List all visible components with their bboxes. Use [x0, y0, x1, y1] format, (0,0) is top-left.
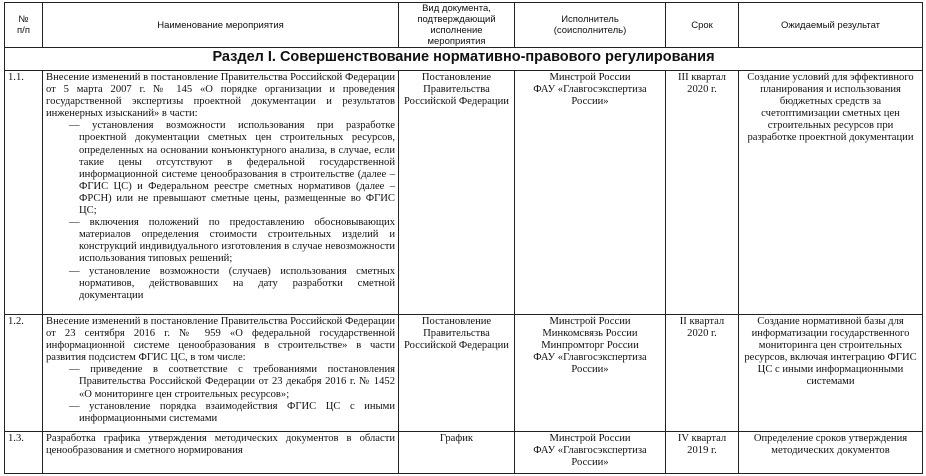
- header-num: № п/п: [5, 3, 43, 48]
- executor: ФАУ «Главгосэкспертиза России»: [533, 352, 647, 376]
- doc-type: График: [399, 432, 515, 474]
- expected-result: Определение сроков утверждения методических документов: [739, 432, 923, 474]
- header-row: [5, 3, 923, 48]
- deadline: III квартал 2020 г.: [666, 71, 739, 315]
- measure-name: [43, 432, 399, 474]
- deadline: IV квартал 2019 г.: [666, 432, 739, 474]
- row-number: 1.2.: [5, 315, 43, 432]
- table-row: [5, 71, 923, 315]
- row-number: 1.1.: [5, 71, 43, 315]
- measure-item: — приведение в соответствие с требованиями постановления Правительства Российской Федерации от 23 декабря 2016 г. № 1452 «О мониторинге цен строительных ресурсов»;: [46, 364, 395, 400]
- measure-items: [46, 120, 395, 301]
- measure-item: — установление возможности (случаев) использования сметных нормативов, действовавших на дату разработки сметной документации: [46, 266, 395, 302]
- executors: [515, 71, 666, 315]
- doc-type: Постановление Правительства Российской Федерации: [399, 71, 515, 315]
- executor: Минпромторг России: [541, 340, 639, 352]
- measure-item: — установление порядка взаимодействия ФГИС ЦС с иными информационными системами: [46, 401, 395, 425]
- table-row: [5, 432, 923, 474]
- section-title: Раздел I. Совершенствование нормативно-правового регулирования: [5, 48, 923, 71]
- executors: [515, 315, 666, 432]
- section-row: [5, 48, 923, 71]
- measure-name: [43, 71, 399, 315]
- executor: ФАУ «Главгосэкспертиза России»: [533, 84, 647, 108]
- expected-result: Создание условий для эффективного планирования и использования бюджетных средств за счетоптимизации сметных цен строительных ресурсов при разработке проектной документации: [739, 71, 923, 315]
- measure-intro: Внесение изменений в постановление Правительства Российской Федерации от 23 сентября 2016 г. № 959 «О федеральной государственной информационной системе ценообразования в строительстве» в части развития подсистем ФГИС ЦС, в том числе:: [46, 316, 395, 364]
- header-name: Наименование мероприятия: [43, 3, 399, 48]
- measure-item: — включения положений по предоставлению обосновывающих материалов определения стоимости строительных изделий и конструкций индивидуального изготовления в случае невозможности использования типовых решений;: [46, 217, 395, 265]
- doc-type: Постановление Правительства Российской Федерации: [399, 315, 515, 432]
- header-doc-type: Вид документа, подтверждающий исполнение мероприятия: [399, 3, 515, 48]
- row-number: 1.3.: [5, 432, 43, 474]
- executor: Минстрой России: [549, 316, 631, 327]
- expected-result: Создание нормативной базы для информатизации государственного мониторинга цен строительных ресурсов, включая интеграцию ФГИС ЦС с иными информационными системами: [739, 315, 923, 432]
- measures-table: [4, 2, 923, 474]
- measure-items: [46, 364, 395, 424]
- header-deadline: Срок: [666, 3, 739, 48]
- executor: ФАУ «Главгосэкспертиза России»: [533, 445, 647, 469]
- deadline: II квартал 2020 г.: [666, 315, 739, 432]
- measure-name: [43, 315, 399, 432]
- measure-intro: Разработка графика утверждения методических документов в области ценообразования и сметного нормирования: [46, 433, 395, 457]
- executor: Минстрой России: [549, 433, 631, 444]
- measure-item: — установления возможности использования при разработке проектной документации сметных цен строительных ресурсов, определенных на основании конъюнктурного анализа, в случае, если такие цены отсутствуют в федеральной государственной информационной системе ценообразования в строительстве (далее – ФГИС ЦС) и Федеральном реестре сметных нормативов (далее – ФРСН) или не превышают сметные цены, размещенные во ФГИС ЦС;: [46, 120, 395, 217]
- executor: Минкомсвязь России: [542, 328, 638, 340]
- measure-intro: Внесение изменений в постановление Правительства Российской Федерации от 5 марта 2007 г. № 145 «О порядке организации и проведения государственной экспертизы проектной документации и результатов инженерных изысканий» в части:: [46, 72, 395, 120]
- header-executor: Исполнитель (соисполнитель): [515, 3, 666, 48]
- table-row: [5, 315, 923, 432]
- executors: [515, 432, 666, 474]
- header-result: Ожидаемый результат: [739, 3, 923, 48]
- executor: Минстрой России: [549, 72, 631, 83]
